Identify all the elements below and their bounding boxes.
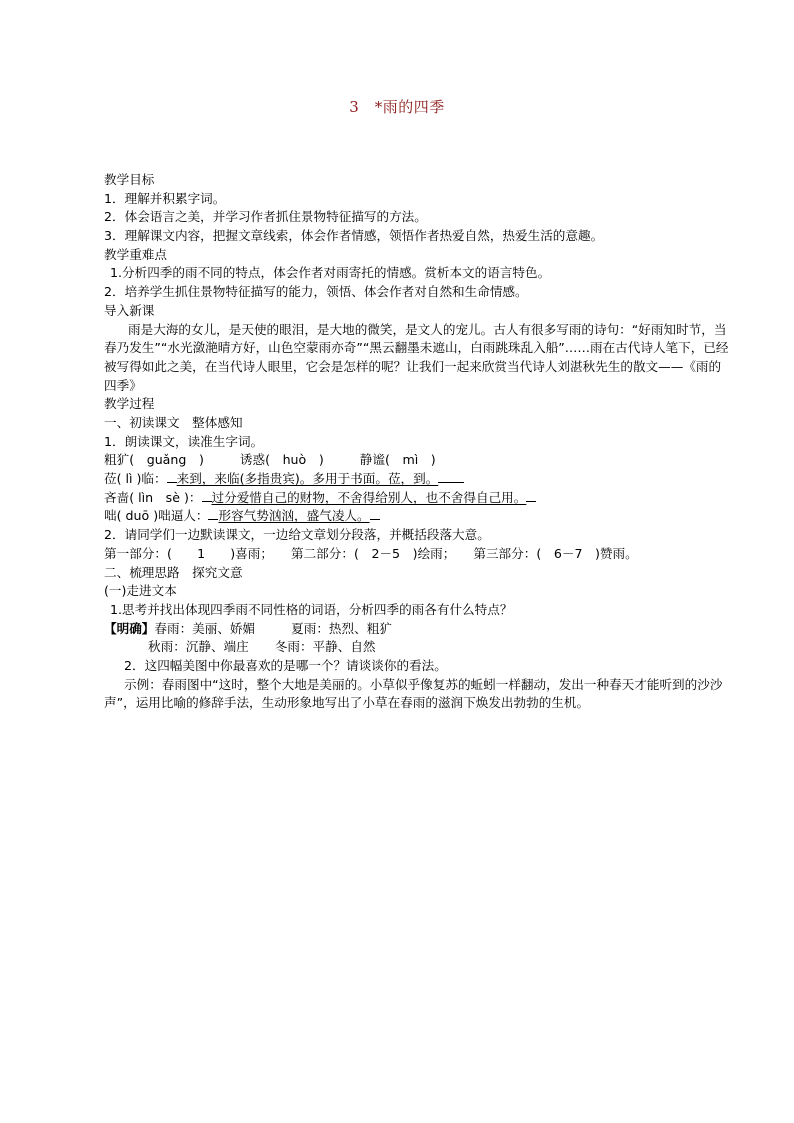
part1-heading: 一、初读课文 整体感知 bbox=[104, 415, 243, 430]
objectives-heading: 教学目标 bbox=[104, 172, 155, 187]
answer-row-1 bbox=[104, 620, 730, 639]
definition-text-1: 来到，来临(多指贵宾)。多用于书面。莅，到。 bbox=[176, 471, 439, 487]
process-heading: 教学过程 bbox=[104, 396, 155, 412]
answer-blank bbox=[167, 470, 177, 483]
document-title: 3 *雨的四季 bbox=[349, 98, 445, 116]
answer-blank bbox=[208, 507, 218, 520]
key-points-heading: 教学重难点 bbox=[104, 246, 167, 262]
definition-label-2: 吝啬( lìn sè )： bbox=[104, 489, 202, 505]
answer-row-2 bbox=[104, 638, 730, 657]
section-1: 第一部分：( 1 )喜雨； bbox=[104, 545, 273, 561]
answer-blank bbox=[370, 507, 380, 520]
objective-item-1: 1．理解并积累字词。 bbox=[104, 190, 226, 206]
summer-rain: 夏雨：热烈、粗犷 bbox=[291, 620, 392, 636]
definition-label-1: 莅( lì )临： bbox=[104, 471, 167, 487]
definition-label-3: 咄( duō )咄逼人： bbox=[104, 508, 209, 524]
definition-row-1 bbox=[104, 470, 730, 489]
section-2: 第二部分：( 2－5 )绘雨； bbox=[290, 545, 456, 561]
question-2: 2．这四幅美图中你最喜欢的是哪一个？请谈谈你的看法。 bbox=[124, 657, 447, 673]
objective-item-3: 3．理解课文内容，把握文章线索，体会作者情感，领悟作者热爱自然，热爱生活的意趣。 bbox=[104, 228, 604, 244]
definition-text-2: 过分爱惜自己的财物，不舍得给别人，也不舍得自己用。 bbox=[211, 489, 527, 505]
spring-rain: 春雨：美丽、娇媚 bbox=[154, 620, 256, 636]
pinyin-word-1: 粗犷( guǎng ) bbox=[104, 452, 204, 468]
example-paragraph: 示例：春雨图中“这时，整个大地是美丽的。小草似乎像复苏的蚯蚓一样翻动，发出一种春天才能听到的沙沙声”，运用比喻的修辞手法，生动形象地写出了小草在春雨的滋润下焕发出勃勃的生机。 bbox=[104, 676, 723, 711]
objective-item-2: 2．体会语言之美，并学习作者抓住景物特征描写的方法。 bbox=[104, 209, 427, 225]
section-3: 第三部分：( 6－7 )赞雨。 bbox=[473, 545, 638, 561]
definition-row-3 bbox=[104, 507, 730, 526]
definition-row-2 bbox=[104, 489, 730, 508]
autumn-rain: 秋雨：沉静、端庄 bbox=[148, 639, 249, 655]
sections-row bbox=[104, 545, 730, 564]
intro-heading: 导入新课 bbox=[104, 302, 155, 318]
part2-heading: 二、梳理思路 探究文意 bbox=[104, 564, 243, 580]
key-point-item-2: 2．培养学生抓住景物特征描写的能力，领悟、体会作者对自然和生命情感。 bbox=[104, 284, 528, 300]
step2-text: 2．请同学们一边默读课文，一边给文章划分段落，并概括段落大意。 bbox=[104, 527, 490, 543]
definition-text-3: 形容气势汹汹，盛气凌人。 bbox=[218, 508, 370, 524]
answer-blank bbox=[526, 489, 536, 502]
key-point-item-1: 1.分析四季的雨不同的特点，体会作者对雨寄托的情感。赏析本文的语言特色。 bbox=[110, 265, 551, 281]
sub1-heading: (一)走进文本 bbox=[104, 583, 177, 599]
question-1: 1.思考并找出体现四季雨不同性格的词语，分析四季的雨各有什么特点？ bbox=[110, 601, 513, 617]
step1-text: 1．朗读课文，读准生字词。 bbox=[104, 433, 264, 449]
pinyin-word-2: 诱惑( huò ) bbox=[239, 452, 324, 468]
pinyin-word-3: 静谧( mì ) bbox=[359, 452, 436, 468]
pinyin-row bbox=[104, 451, 730, 470]
answer-blank bbox=[202, 489, 212, 502]
winter-rain: 冬雨：平静、自然 bbox=[274, 639, 376, 655]
answer-label: 【明确】 bbox=[104, 620, 155, 636]
answer-blank bbox=[438, 470, 464, 483]
intro-paragraph: 雨是大海的女儿，是天使的眼泪，是大地的微笑，是文人的宠儿。古人有很多写雨的诗句：“好雨知时节，当春乃发生”“水光潋滟晴方好，山色空蒙雨亦奇”“黑云翻墨未遮山，白雨跳珠乱入船”……雨在古代诗人笔下，已经被写得如此之美，在当代诗人眼里，它会是怎样的呢？让我们一起来欣赏当代诗人刘湛秋先生的散文——《雨的四季》 bbox=[104, 321, 729, 393]
document-body bbox=[104, 171, 730, 713]
